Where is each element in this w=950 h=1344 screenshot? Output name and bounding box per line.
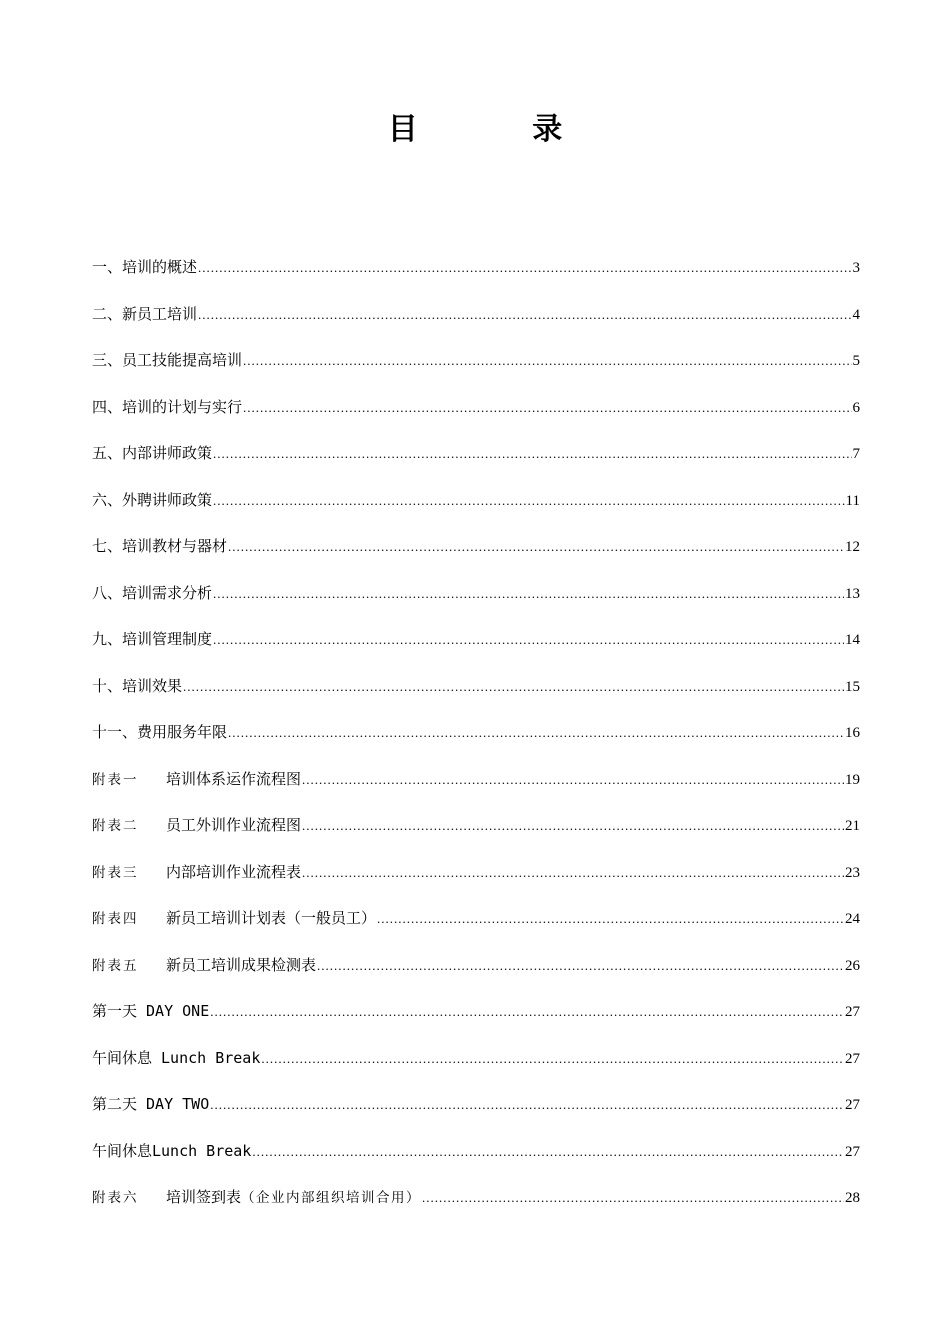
toc-leader-dots xyxy=(243,400,851,416)
toc-entry-appendix[interactable] xyxy=(92,814,860,861)
toc-leader-dots xyxy=(213,446,851,462)
toc-entry-label: 五、内部讲师政策 xyxy=(92,444,213,462)
toc-entry-label xyxy=(92,1186,421,1207)
toc-entry[interactable] xyxy=(92,628,860,675)
toc-entry-label: 一、培训的概述 xyxy=(92,258,198,276)
toc-entry-page: 27 xyxy=(845,1050,860,1067)
appendix-prefix: 附表三 xyxy=(92,864,139,881)
appendix-prefix: 附表一 xyxy=(92,771,139,788)
toc-entry-label: 九、培训管理制度 xyxy=(92,630,213,648)
toc-entry[interactable] xyxy=(92,303,860,350)
toc-leader-dots xyxy=(261,1051,844,1067)
toc-leader-dots xyxy=(228,725,844,741)
toc-leader-dots xyxy=(422,1190,844,1206)
toc-entry-page: 27 xyxy=(845,1143,860,1160)
toc-entry-appendix[interactable] xyxy=(92,768,860,815)
appendix-title: 新员工培训成果检测表 xyxy=(166,955,317,974)
toc-entry[interactable] xyxy=(92,396,860,443)
toc-entry-page: 21 xyxy=(845,818,860,834)
toc-entry-label: 二、新员工培训 xyxy=(92,304,198,323)
appendix-note: （企业内部组织培训合用） xyxy=(241,1190,422,1206)
toc-entry-appendix[interactable] xyxy=(92,907,860,954)
toc-entry-page: 27 xyxy=(845,1004,860,1020)
toc-entry-page: 23 xyxy=(845,864,860,881)
toc-entry[interactable] xyxy=(92,675,860,722)
toc-leader-dots xyxy=(377,911,844,927)
appendix-title: 员工外训作业流程图 xyxy=(166,816,302,834)
toc-leader-dots xyxy=(213,632,844,648)
toc-entry-page: 13 xyxy=(845,585,860,602)
toc-entry-label xyxy=(92,768,301,789)
toc-leader-dots xyxy=(213,586,844,602)
appendix-title: 内部培训作业流程表 xyxy=(166,862,302,881)
appendix-title: 新员工培训计划表（一般员工） xyxy=(166,909,377,927)
toc-entry[interactable] xyxy=(92,1047,860,1094)
toc-leader-dots xyxy=(302,772,844,788)
appendix-title: 培训体系运作流程图 xyxy=(166,769,302,788)
toc-leader-dots xyxy=(302,818,844,834)
toc-entry-label: 第二天 DAY TWO xyxy=(92,1095,210,1113)
toc-entry[interactable] xyxy=(92,1000,860,1047)
toc-entry-label: 午间休息 Lunch Break xyxy=(92,1048,261,1067)
appendix-prefix: 附表五 xyxy=(92,957,139,974)
appendix-prefix: 附表六 xyxy=(92,1190,139,1206)
toc-entry-page: 28 xyxy=(845,1190,860,1206)
appendix-prefix: 附表四 xyxy=(92,911,139,927)
toc-entry-label: 第一天 DAY ONE xyxy=(92,1002,210,1020)
toc-entry-page: 14 xyxy=(845,632,860,648)
toc-entry-label xyxy=(92,954,316,975)
toc-entry[interactable] xyxy=(92,1093,860,1140)
appendix-title: 培训签到表 xyxy=(166,1188,242,1206)
table-of-contents xyxy=(92,256,860,1233)
toc-entry-label xyxy=(92,861,301,882)
toc-entry-page: 11 xyxy=(845,492,860,509)
toc-entry[interactable] xyxy=(92,535,860,582)
toc-entry-page: 7 xyxy=(852,446,860,462)
toc-leader-dots xyxy=(183,679,844,695)
toc-entry-label: 十一、费用服务年限 xyxy=(92,723,228,741)
toc-entry-page: 4 xyxy=(852,306,860,323)
toc-entry-page: 6 xyxy=(852,399,860,416)
toc-leader-dots xyxy=(302,865,844,881)
toc-leader-dots xyxy=(198,260,851,276)
toc-entry-label xyxy=(92,814,301,835)
toc-entry[interactable] xyxy=(92,721,860,768)
toc-entry-page: 26 xyxy=(845,957,860,974)
toc-leader-dots xyxy=(198,307,851,323)
toc-entry-label: 七、培训教材与器材 xyxy=(92,537,228,555)
toc-entry-appendix[interactable] xyxy=(92,954,860,1001)
toc-leader-dots xyxy=(210,1097,844,1113)
toc-entry-label: 三、员工技能提高培训 xyxy=(92,351,243,369)
toc-entry-label: 十、培训效果 xyxy=(92,676,183,695)
toc-entry[interactable] xyxy=(92,1140,860,1187)
toc-entry-page: 19 xyxy=(845,771,860,788)
toc-leader-dots xyxy=(210,1004,844,1020)
toc-leader-dots xyxy=(243,353,851,369)
toc-entry-page: 5 xyxy=(852,353,860,369)
toc-entry-appendix[interactable] xyxy=(92,1186,860,1233)
toc-entry-page: 16 xyxy=(845,725,860,741)
toc-entry-label: 午间休息Lunch Break xyxy=(92,1141,252,1160)
toc-entry-page: 24 xyxy=(845,911,860,927)
page-title: 目 录 xyxy=(387,112,615,147)
toc-leader-dots xyxy=(317,958,844,974)
toc-entry[interactable] xyxy=(92,489,860,536)
toc-entry-appendix[interactable] xyxy=(92,861,860,908)
toc-entry-label: 八、培训需求分析 xyxy=(92,583,213,602)
toc-entry[interactable] xyxy=(92,349,860,396)
toc-entry-page: 15 xyxy=(845,678,860,695)
toc-leader-dots xyxy=(252,1144,844,1160)
toc-entry-label: 六、外聘讲师政策 xyxy=(92,490,213,509)
toc-entry[interactable] xyxy=(92,442,860,489)
toc-entry-label: 四、培训的计划与实行 xyxy=(92,397,243,416)
toc-entry-page: 3 xyxy=(852,260,860,276)
toc-leader-dots xyxy=(228,539,844,555)
toc-leader-dots xyxy=(213,493,845,509)
toc-entry-label xyxy=(92,907,376,928)
appendix-prefix: 附表二 xyxy=(92,818,139,834)
toc-entry-page: 12 xyxy=(845,539,860,555)
toc-entry[interactable] xyxy=(92,256,860,303)
toc-entry[interactable] xyxy=(92,582,860,629)
toc-entry-page: 27 xyxy=(845,1097,860,1113)
